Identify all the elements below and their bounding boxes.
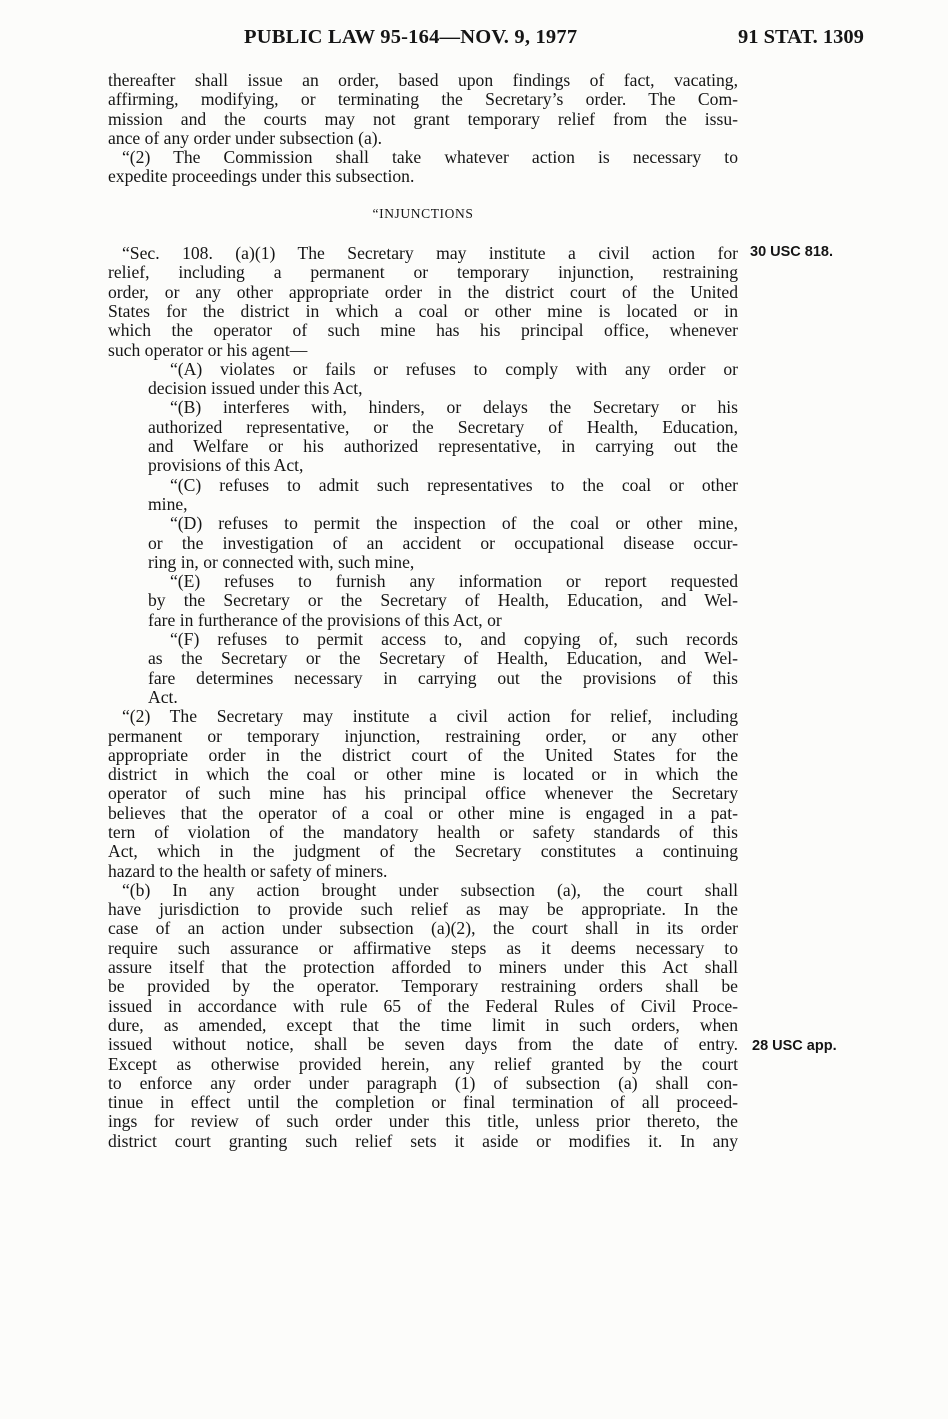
text-line: “(b) In any action brought under subsection (a), the court shall bbox=[122, 879, 738, 900]
text-line: such operator or his agent— bbox=[108, 339, 308, 360]
text-line: States for the district in which a coal or other mine is located or in bbox=[108, 300, 738, 321]
text-line: require such assurance or affirmative steps as it deems necessary to bbox=[108, 937, 738, 958]
text-line: or the investigation of an accident or occupational disease occur- bbox=[148, 532, 738, 553]
text-line: authorized representative, or the Secretary of Health, Education, bbox=[148, 416, 738, 437]
clause-b bbox=[108, 398, 738, 475]
section-heading: “INJUNCTIONS bbox=[372, 205, 474, 221]
text-line: hazard to the health or safety of miners. bbox=[108, 860, 388, 881]
text-line: “(E) refuses to furnish any information or report requested bbox=[170, 571, 738, 592]
text-line: district court granting such relief sets it aside or modifies it. In any bbox=[108, 1130, 738, 1151]
text-line: ings for review of such order under this title, unless prior thereto, the bbox=[108, 1111, 738, 1132]
clause-f bbox=[108, 630, 738, 707]
text-line: “(F) refuses to permit access to, and copying of, such records bbox=[170, 629, 738, 650]
text-line: “(C) refuses to admit such representatives to the coal or other bbox=[170, 474, 738, 495]
text-line: expedite proceedings under this subsection. bbox=[108, 166, 415, 187]
text-line: Act, which in the judgment of the Secretary constitutes a continuing bbox=[108, 841, 738, 862]
text-line: operator of such mine has his principal office whenever the Secretary bbox=[108, 783, 738, 804]
text-line: and Welfare or his authorized representative, in carrying out the bbox=[148, 436, 738, 457]
text-line: Act. bbox=[148, 686, 178, 707]
text-line: ring in, or connected with, such mine, bbox=[148, 551, 415, 572]
clause-d bbox=[108, 514, 738, 572]
text-line: believes that the operator of a coal or other mine is engaged in a pat- bbox=[108, 802, 738, 823]
text-line: be provided by the operator. Temporary restraining orders shall be bbox=[108, 976, 738, 997]
text-line: issued without notice, shall be seven days from the date of entry. bbox=[108, 1034, 738, 1055]
margin-note-28-usc: 28 USC app. bbox=[752, 1038, 837, 1054]
text-line: thereafter shall issue an order, based upon findings of fact, vacating, bbox=[108, 70, 738, 90]
body-text bbox=[108, 71, 738, 1151]
text-line: “(2) The Secretary may institute a civil action for relief, including bbox=[122, 706, 738, 727]
text-line: fare in furtherance of the provisions of this Act, or bbox=[148, 609, 502, 630]
text-line: assure itself that the protection afforded to miners under this Act shall bbox=[108, 957, 738, 978]
text-line: “(D) refuses to permit the inspection of the coal or other mine, bbox=[170, 513, 738, 534]
text-line: affirming, modifying, or terminating the Secretary’s order. The Com- bbox=[108, 89, 738, 110]
text-line: by the Secretary or the Secretary of Health, Education, and Wel- bbox=[148, 590, 738, 611]
text-line: “Sec. 108. (a)(1) The Secretary may institute a civil action for bbox=[122, 243, 738, 264]
text-line: fare determines necessary in carrying out the provisions of this bbox=[148, 667, 738, 688]
paragraph-sec-108-a1 bbox=[108, 244, 738, 360]
text-line: dure, as amended, except that the time limit in such orders, when bbox=[108, 1014, 738, 1035]
paragraph-intro bbox=[108, 71, 738, 148]
text-line: provisions of this Act, bbox=[148, 455, 304, 476]
text-line: tinue in effect until the completion or final termination of all proceed- bbox=[108, 1092, 738, 1113]
text-line: permanent or temporary injunction, restraining order, or any other bbox=[108, 725, 738, 746]
text-line: which the operator of such mine has his principal office, whenever bbox=[108, 320, 738, 341]
paragraph-sec-108-a2 bbox=[108, 707, 738, 881]
paragraph-sec-108-b bbox=[108, 881, 738, 1151]
text-line: “(A) violates or fails or refuses to comply with any order or bbox=[170, 358, 738, 379]
text-line: “(2) The Commission shall take whatever action is necessary to bbox=[122, 147, 738, 168]
text-line: “(B) interferes with, hinders, or delays the Secretary or his bbox=[170, 397, 738, 418]
text-line: ance of any order under subsection (a). bbox=[108, 127, 383, 148]
text-line: Except as otherwise provided herein, any relief granted by the court bbox=[108, 1053, 738, 1074]
text-line: district in which the coal or other mine is located or in which the bbox=[108, 764, 738, 785]
clause-e bbox=[108, 572, 738, 630]
text-line: decision issued under this Act, bbox=[148, 378, 363, 399]
page-header-stat: 91 STAT. 1309 bbox=[738, 26, 864, 48]
text-line: to enforce any order under paragraph (1) of subsection (a) shall con- bbox=[108, 1072, 738, 1093]
text-line: order, or any other appropriate order in the district court of the United bbox=[108, 281, 738, 302]
clause-a bbox=[108, 360, 738, 399]
text-line: as the Secretary or the Secretary of Health, Education, and Wel- bbox=[148, 648, 738, 669]
margin-note-30-usc: 30 USC 818. bbox=[750, 244, 834, 260]
clause-c bbox=[108, 476, 738, 515]
text-line: mission and the courts may not grant temporary relief from the issu- bbox=[108, 108, 738, 129]
text-line: tern of violation of the mandatory health or safety standards of this bbox=[108, 821, 738, 842]
page-header-title: PUBLIC LAW 95-164—NOV. 9, 1977 bbox=[244, 26, 578, 48]
text-line: issued in accordance with rule 65 of the Federal Rules of Civil Proce- bbox=[108, 995, 738, 1016]
text-line: appropriate order in the district court of the United States for the bbox=[108, 744, 738, 765]
text-line: relief, including a permanent or temporary injunction, restraining bbox=[108, 262, 738, 283]
text-line: mine, bbox=[148, 493, 188, 514]
paragraph-intro-2 bbox=[108, 148, 738, 187]
text-line: case of an action under subsection (a)(2), the court shall in its order bbox=[108, 918, 738, 939]
text-line: have jurisdiction to provide such relief as may be appropriate. In the bbox=[108, 899, 738, 920]
